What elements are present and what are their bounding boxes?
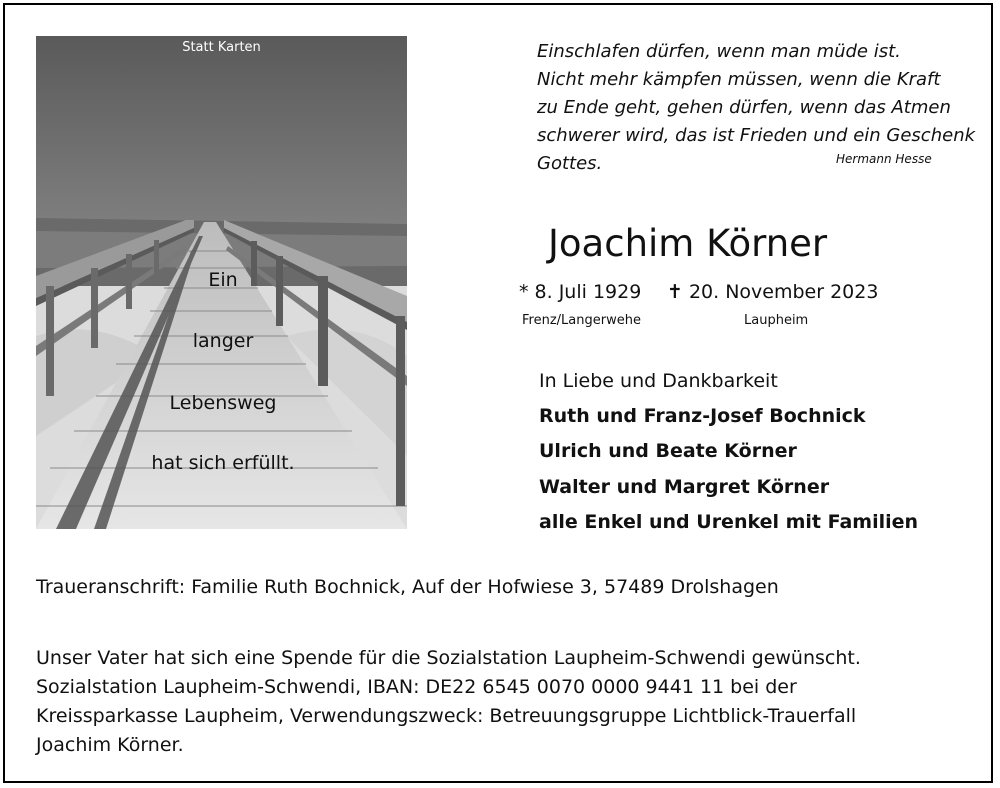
photo-text-line: Ein	[208, 269, 238, 291]
donation-notice	[36, 644, 936, 760]
mourner-name: alle Enkel und Urenkel mit Familien	[539, 511, 919, 533]
photo-text-line: Lebensweg	[169, 392, 277, 414]
birth-place: Frenz/Langerwehe	[522, 313, 641, 328]
statt-karten-caption: Statt Karten	[182, 40, 261, 55]
birth-date: * 8. Juli 1929	[519, 281, 642, 303]
mourner-name: Walter und Margret Körner	[539, 476, 830, 498]
quote-line: Gottes.	[537, 153, 603, 174]
quote-line: zu Ende geht, gehen dürfen, wenn das Atmen	[537, 97, 951, 118]
mourning-address: Traueranschrift: Familie Ruth Bochnick, Auf der Hofwiese 3, 57489 Drolshagen	[36, 576, 779, 598]
boardwalk-photo	[36, 36, 407, 529]
mourner-name: Ulrich und Beate Körner	[539, 440, 797, 462]
mourners-intro: In Liebe und Dankbarkeit	[539, 370, 778, 392]
quote-line: Einschlafen dürfen, wenn man müde ist.	[537, 41, 901, 62]
deceased-name: Joachim Körner	[548, 222, 828, 265]
photo-text-line: langer	[192, 330, 254, 352]
donation-line: Kreissparkasse Laupheim, Verwendungszweck: Betreuungsgruppe Lichtblick-Trauerfall	[36, 705, 857, 727]
death-date: ✝ 20. November 2023	[667, 281, 879, 303]
quote-line: Nicht mehr kämpfen müssen, wenn die Kraft	[537, 69, 941, 90]
donation-line: Sozialstation Laupheim-Schwendi, IBAN: DE22 6545 0070 0000 9441 11 bei der	[36, 676, 797, 698]
donation-line: Joachim Körner.	[36, 734, 184, 756]
donation-line: Unser Vater hat sich eine Spende für die Sozialstation Laupheim-Schwendi gewünscht.	[36, 647, 861, 669]
quote-author: Hermann Hesse	[836, 152, 932, 166]
mourner-name: Ruth und Franz-Josef Bochnick	[539, 405, 866, 427]
death-place: Laupheim	[744, 313, 809, 328]
quote-line: schwerer wird, das ist Frieden und ein Geschenk	[537, 125, 976, 146]
photo-text-line: hat sich erfüllt.	[151, 452, 295, 474]
